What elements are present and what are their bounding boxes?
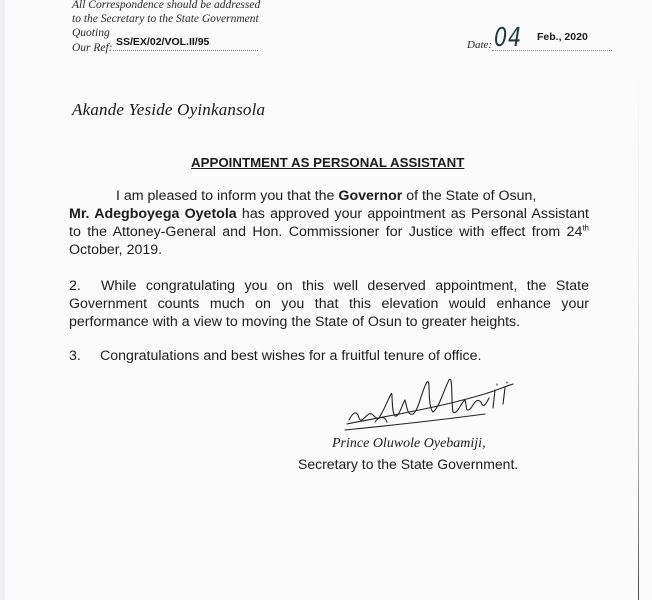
p2-text: While congratulating you on this well deserved appointment, the State Government counts much on you that this elevation would enhance your performance with a view to moving the State of Osun to greater heights. <box>69 278 589 330</box>
p1-ending: October, 2019. <box>69 242 163 258</box>
p1-superscript: th <box>582 223 589 233</box>
p1-body: has approved your appointment as Personal Assistant to the Attoney-General and Hon. Commissioner for Justice with effect from 24 <box>69 206 589 240</box>
letter-title: APPOINTMENT AS PERSONAL ASSISTANT <box>191 155 465 170</box>
p2-number: 2. <box>69 278 81 294</box>
signatory-name: Prince Oluwole Oyebamiji, <box>332 436 486 451</box>
ref-value: SS/EX/02/VOL.II/95 <box>116 36 210 48</box>
date-month-year: Feb., 2020 <box>537 31 588 43</box>
page-edge-line <box>638 0 639 600</box>
correspondence-line: All Correspondence should be addressed <box>72 0 261 11</box>
paragraph-1 <box>69 187 589 259</box>
ref-label: Our Ref: <box>72 42 113 54</box>
signature <box>335 372 525 437</box>
correspondence-header <box>72 0 272 55</box>
p1-governor: Governor <box>338 188 403 204</box>
signature-icon <box>335 372 525 437</box>
signatory-title: Secretary to the State Government. <box>298 456 519 472</box>
recipient-name: Akande Yeside Oyinkansola <box>72 100 266 119</box>
date-block <box>467 23 617 56</box>
p1-after-governor: of the State of Osun, <box>402 188 537 204</box>
scan-edge-strip <box>0 0 5 600</box>
p3-number: 3. <box>69 348 81 364</box>
correspondence-line: Quoting <box>72 27 110 39</box>
date-day-handwritten: 04 <box>494 23 523 53</box>
paragraph-2 <box>69 277 589 331</box>
p1-governor-name: Mr. Adegboyega Oyetola <box>69 206 237 222</box>
p3-text: Congratulations and best wishes for a fruitful tenure of office. <box>100 348 482 364</box>
date-label: Date: <box>467 39 493 51</box>
correspondence-line: to the Secretary to the State Government <box>72 13 259 25</box>
paragraph-3 <box>69 347 589 365</box>
reference-line <box>72 36 272 55</box>
p1-intro: I am pleased to inform you that the <box>116 188 339 204</box>
